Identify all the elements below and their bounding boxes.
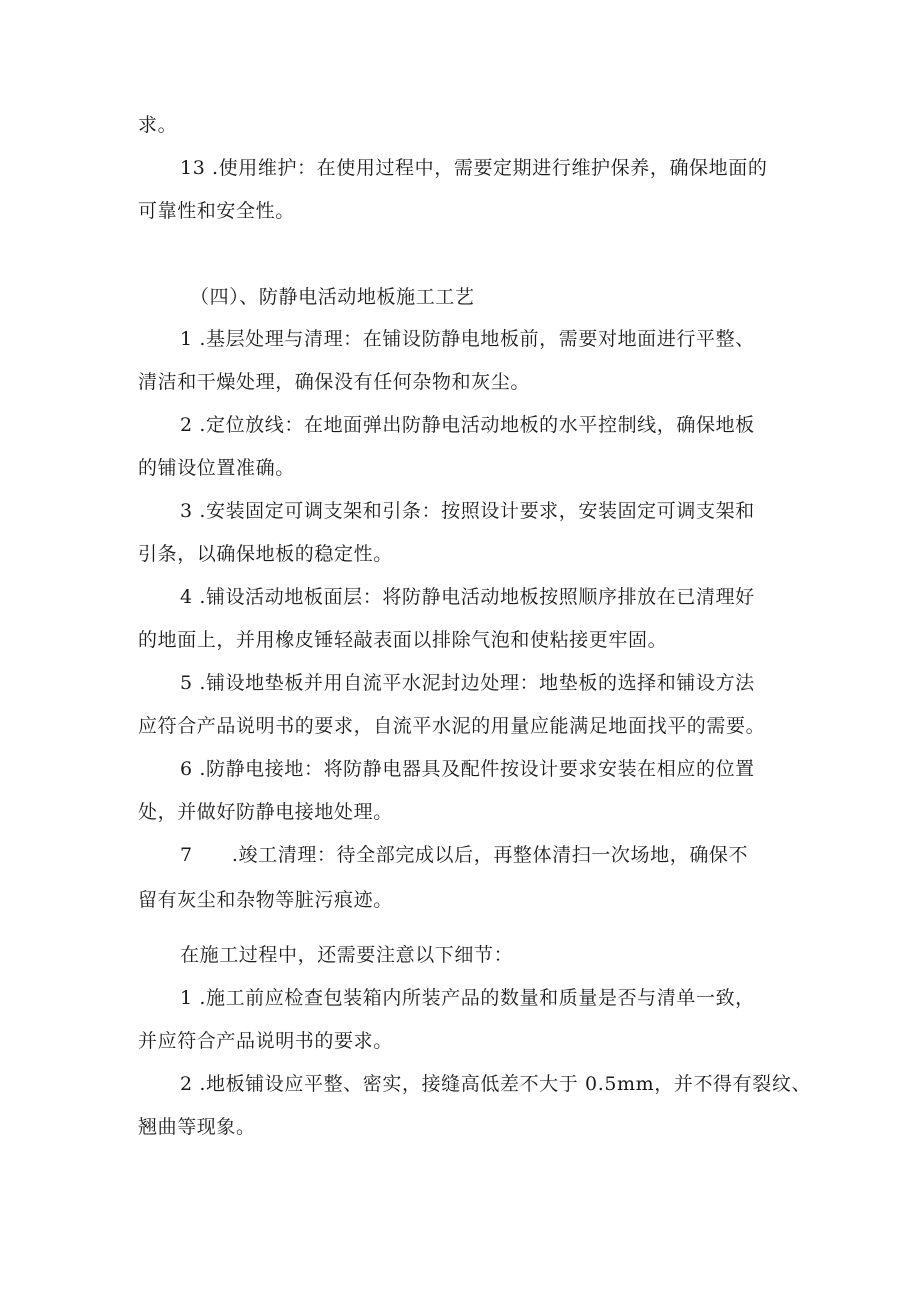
notes-intro: 在施工过程中，还需要注意以下细节： [180,944,514,966]
item-3-line-1: 3 .安装固定可调支架和引条：按照设计要求，安装固定可调支架和 [180,500,755,522]
item-7-line-1: 7 .竣工清理：待全部完成以后，再整体清扫一次场地，确保不 [180,844,749,866]
item-6-line-1: 6 .防静电接地：将防静电器具及配件按设计要求安装在相应的位置 [180,758,755,780]
item-2-line-1: 2 .定位放线：在地面弹出防静电活动地板的水平控制线，确保地板 [180,414,755,436]
item-2-line-2: 的铺设位置准确。 [138,457,295,479]
item-1-line-2: 清洁和干燥处理，确保没有任何杂物和灰尘。 [138,371,531,393]
note-2-line-2: 翘曲等现象。 [138,1116,256,1138]
item-6-line-2: 处，并做好防静电接地处理。 [138,801,393,823]
item-7-line-2: 留有灰尘和杂物等脏污痕迹。 [138,889,393,911]
item-13-line-2: 可靠性和安全性。 [138,200,295,222]
item-5-line-2: 应符合产品说明书的要求，自流平水泥的用量应能满足地面找平的需要。 [138,715,766,737]
text-line-continuation: 求。 [138,114,178,136]
item-3-line-2: 引条，以确保地板的稳定性。 [138,543,393,565]
section-heading: （四）、防静电活动地板施工工艺 [190,286,475,308]
item-5-line-1: 5 .铺设地垫板并用自流平水泥封边处理：地垫板的选择和铺设方法 [180,672,755,694]
item-13-line-1: 13 .使用维护：在使用过程中，需要定期进行维护保养，确保地面的 [180,157,768,179]
item-4-line-2: 的地面上，并用橡皮锤轻敲表面以排除气泡和使粘接更牢固。 [138,629,668,651]
note-1-line-1: 1 .施工前应检查包装箱内所装产品的数量和质量是否与清单一致， [180,987,755,1009]
item-1-line-1: 1 .基层处理与清理：在铺设防静电地板前，需要对地面进行平整、 [180,328,755,350]
note-2-line-1: 2 .地板铺设应平整、密实，接缝高低差不大于 0.5mm，并不得有裂纹、 [180,1073,812,1095]
note-1-line-2: 并应符合产品说明书的要求。 [138,1030,393,1052]
item-4-line-1: 4 .铺设活动地板面层：将防静电活动地板按照顺序排放在已清理好 [180,586,755,608]
